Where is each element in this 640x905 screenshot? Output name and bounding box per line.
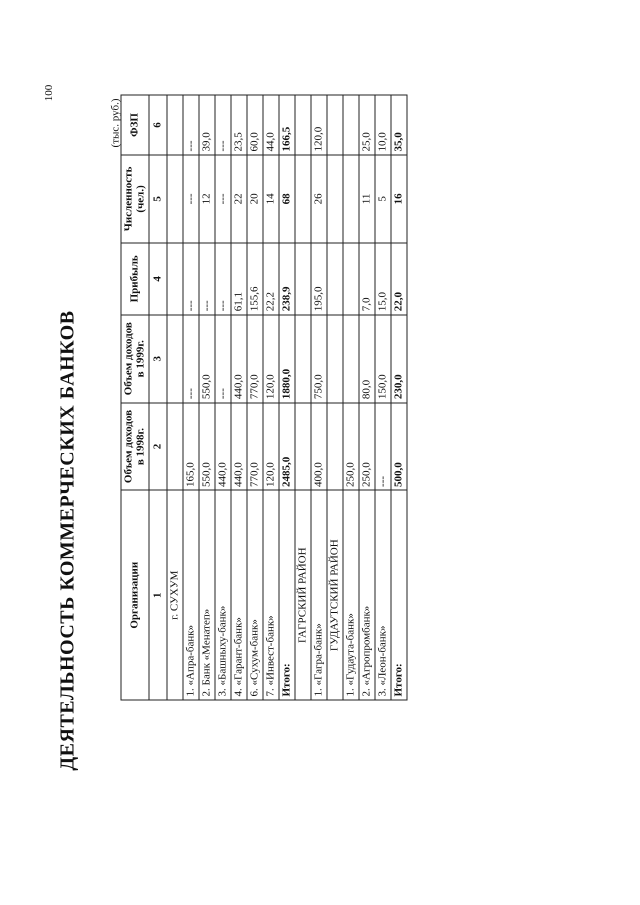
page-number: 100 (43, 84, 55, 102)
profit: 7,0 (359, 243, 375, 315)
header-income-1999: Объем доходов в 1999г. (121, 315, 149, 403)
bank-name: 1. «Гудаута-банк» (343, 490, 359, 700)
empty-cell (295, 243, 311, 315)
income-1998: 550,0 (199, 403, 215, 491)
total-staff: 16 (391, 155, 407, 243)
fzp: 120,0 (311, 95, 327, 155)
income-1998: 250,0 (359, 403, 375, 491)
total-label: Итого: (279, 490, 295, 700)
staff: 12 (199, 155, 215, 243)
staff: 5 (375, 155, 391, 243)
income-1999: 120,0 (263, 315, 279, 403)
empty-cell (295, 403, 311, 491)
profit: --- (215, 243, 231, 315)
empty-cell (167, 243, 183, 315)
header-fzp: ФЗП (121, 95, 149, 155)
empty-cell (295, 155, 311, 243)
bank-name: 6. «Сухум-банк» (247, 490, 263, 700)
region-row (327, 95, 343, 700)
total-profit: 22,0 (391, 243, 407, 315)
staff: --- (215, 155, 231, 243)
staff: 26 (311, 155, 327, 243)
empty-cell (167, 155, 183, 243)
total-fzp: 166,5 (279, 95, 295, 155)
header-row (121, 95, 149, 700)
empty-cell (167, 315, 183, 403)
income-1998: 120,0 (263, 403, 279, 491)
fzp: 44,0 (263, 95, 279, 155)
bank-name: 3. «Башныху-банк» (215, 490, 231, 700)
header-staff: Численность (чел.) (121, 155, 149, 243)
profit: 155,6 (247, 243, 263, 315)
fzp: --- (183, 95, 199, 155)
income-1999 (343, 315, 359, 403)
bank-name: 1. «Гагра-банк» (311, 490, 327, 700)
income-1999: 80,0 (359, 315, 375, 403)
total-income-1999: 230,0 (391, 315, 407, 403)
profit: 61,1 (231, 243, 247, 315)
bank-name: 1. «Апра-банк» (183, 490, 199, 700)
staff (343, 155, 359, 243)
income-1998: 770,0 (247, 403, 263, 491)
total-income-1998: 500,0 (391, 403, 407, 491)
empty-cell (295, 315, 311, 403)
table-row (343, 95, 359, 700)
total-income-1999: 1880,0 (279, 315, 295, 403)
income-1999: --- (215, 315, 231, 403)
table-row (375, 95, 391, 700)
header-organizations: Организации (121, 490, 149, 700)
fzp: 60,0 (247, 95, 263, 155)
profit: 195,0 (311, 243, 327, 315)
column-number: 2 (149, 403, 167, 491)
fzp (343, 95, 359, 155)
rotated-document (49, 44, 593, 861)
column-number: 6 (149, 95, 167, 155)
empty-cell (327, 403, 343, 491)
region-title: ГАГРСКИЙ РАЙОН (295, 490, 311, 700)
header-income-1998: Объем доходов в 1998г. (121, 403, 149, 491)
income-1999: 750,0 (311, 315, 327, 403)
income-1998: 440,0 (215, 403, 231, 491)
table-row (247, 95, 263, 700)
total-income-1998: 2485,0 (279, 403, 295, 491)
staff: 22 (231, 155, 247, 243)
fzp: 10,0 (375, 95, 391, 155)
income-1999: 150,0 (375, 315, 391, 403)
table-row (263, 95, 279, 700)
units-label: (тыс. руб.) (109, 98, 122, 148)
profit: --- (183, 243, 199, 315)
document-title: ДЕЯТЕЛЬНОСТЬ КОММЕРЧЕСКИХ БАНКОВ (56, 310, 79, 771)
profit: 22,2 (263, 243, 279, 315)
staff: 14 (263, 155, 279, 243)
total-label: Итого: (391, 490, 407, 700)
table-row (215, 95, 231, 700)
income-1999: --- (183, 315, 199, 403)
column-number: 1 (149, 490, 167, 700)
table-row (183, 95, 199, 700)
staff: 20 (247, 155, 263, 243)
region-row (167, 95, 183, 700)
profit (343, 243, 359, 315)
table-row (231, 95, 247, 700)
total-row (279, 95, 295, 700)
empty-cell (327, 155, 343, 243)
income-1999: 440,0 (231, 315, 247, 403)
header-profit: Прибыль (121, 243, 149, 315)
total-profit: 238,9 (279, 243, 295, 315)
bank-name: 4. «Гарант-банк» (231, 490, 247, 700)
income-1998: --- (375, 403, 391, 491)
table-row (359, 95, 375, 700)
bank-name: 3. «Леон-банк» (375, 490, 391, 700)
empty-cell (327, 243, 343, 315)
column-number: 5 (149, 155, 167, 243)
table-row (311, 95, 327, 700)
total-fzp: 35,0 (391, 95, 407, 155)
empty-cell (327, 315, 343, 403)
empty-cell (327, 95, 343, 155)
region-title: ГУДАУТСКИЙ РАЙОН (327, 490, 343, 700)
income-1999: 770,0 (247, 315, 263, 403)
column-number: 3 (149, 315, 167, 403)
fzp: 23,5 (231, 95, 247, 155)
column-number-row (149, 95, 167, 700)
staff: 11 (359, 155, 375, 243)
fzp: --- (215, 95, 231, 155)
region-title: г. СУХУМ (167, 490, 183, 700)
fzp: 25,0 (359, 95, 375, 155)
empty-cell (295, 95, 311, 155)
bank-name: 7. «Инвест-банк» (263, 490, 279, 700)
table-row (199, 95, 215, 700)
bank-name: 2. Банк «Менатеп» (199, 490, 215, 700)
income-1998: 165,0 (183, 403, 199, 491)
region-row (295, 95, 311, 700)
column-number: 4 (149, 243, 167, 315)
income-1998: 250,0 (343, 403, 359, 491)
empty-cell (167, 95, 183, 155)
total-staff: 68 (279, 155, 295, 243)
income-1999: 550,0 (199, 315, 215, 403)
profit: --- (199, 243, 215, 315)
empty-cell (167, 403, 183, 491)
staff: --- (183, 155, 199, 243)
income-1998: 400,0 (311, 403, 327, 491)
banks-table (121, 95, 408, 701)
profit: 15,0 (375, 243, 391, 315)
bank-name: 2. «Агропромбанк» (359, 490, 375, 700)
income-1998: 440,0 (231, 403, 247, 491)
total-row (391, 95, 407, 700)
fzp: 39,0 (199, 95, 215, 155)
